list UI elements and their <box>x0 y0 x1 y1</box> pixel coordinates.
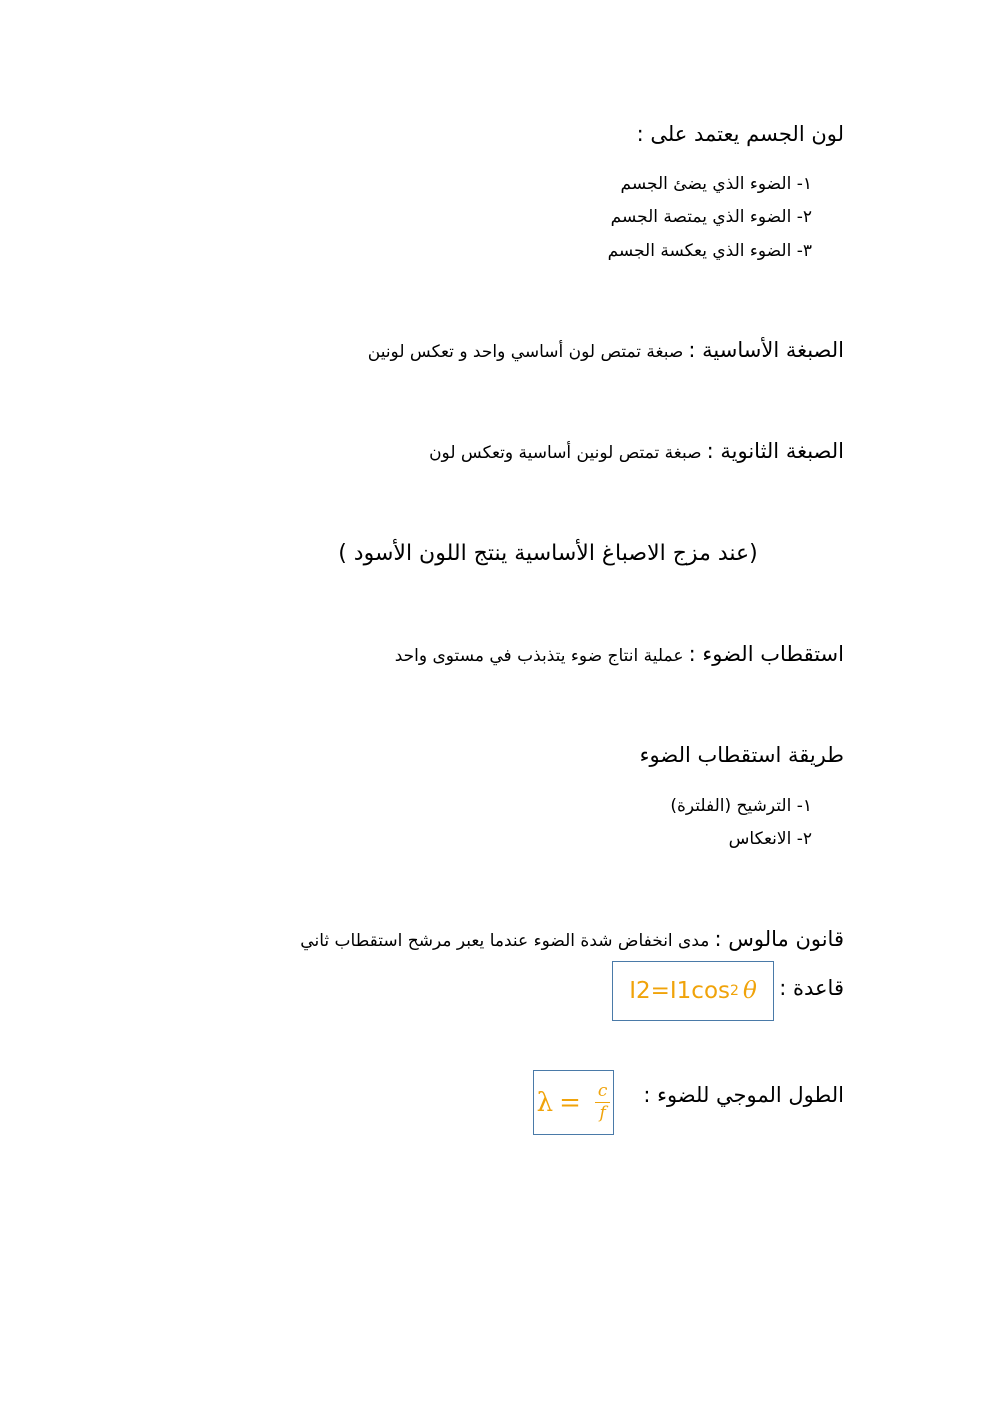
primary-pigment-definition <box>368 338 844 362</box>
fraction-numerator: c <box>595 1083 611 1103</box>
black-mixing-note: (عند مزج الاصباغ الأساسية ينتج اللون الأسود ) <box>338 541 758 566</box>
term-label: قانون مالوس : <box>714 927 844 951</box>
term-label: استقطاب الضوء : <box>688 642 844 666</box>
fraction-denominator: f <box>599 1103 606 1123</box>
list-item: ١- الضوء الذي يضئ الجسم <box>620 174 812 194</box>
malus-law-definition <box>300 927 844 951</box>
definition-text: عملية انتاج ضوء يتذبذب في مستوى واحد <box>394 646 684 666</box>
malus-formula-box: I2=I1cos 2 θ <box>612 961 774 1021</box>
rule-label: قاعدة : <box>779 976 844 1000</box>
polarization-definition <box>395 642 844 666</box>
list-item: ١- الترشيح (الفلترة) <box>670 796 812 816</box>
secondary-pigment-definition <box>429 439 844 463</box>
definition-text: مدى انخفاض شدة الضوء عندما يعبر مرشح استقطاب ثاني <box>300 931 710 951</box>
term-label: الصبغة الثانوية : <box>706 439 844 463</box>
fraction <box>595 1083 611 1122</box>
list-item: ٢- الضوء الذي يمتصة الجسم <box>610 207 812 227</box>
formula-theta: θ <box>742 978 757 1004</box>
polarization-method-heading: طريقة استقطاب الضوء <box>639 743 844 767</box>
wavelength-label: الطول الموجي للضوء : <box>643 1083 844 1107</box>
formula-main: I2=I1cos <box>629 978 731 1004</box>
body-color-heading: لون الجسم يعتمد على : <box>636 122 844 146</box>
equals-sign: = <box>559 1087 581 1118</box>
list-item: ٣- الضوء الذي يعكسة الجسم <box>607 241 812 261</box>
list-item: ٢- الانعكاس <box>728 829 812 849</box>
term-label: الصبغة الأساسية : <box>688 338 844 362</box>
definition-text: صبغة تمتص لون أساسي واحد و تعكس لونين <box>367 342 684 362</box>
wavelength-formula-box <box>533 1070 614 1135</box>
definition-text: صبغة تمتص لونين أساسية وتعكس لون <box>429 443 702 463</box>
lambda-symbol: λ <box>536 1087 554 1118</box>
